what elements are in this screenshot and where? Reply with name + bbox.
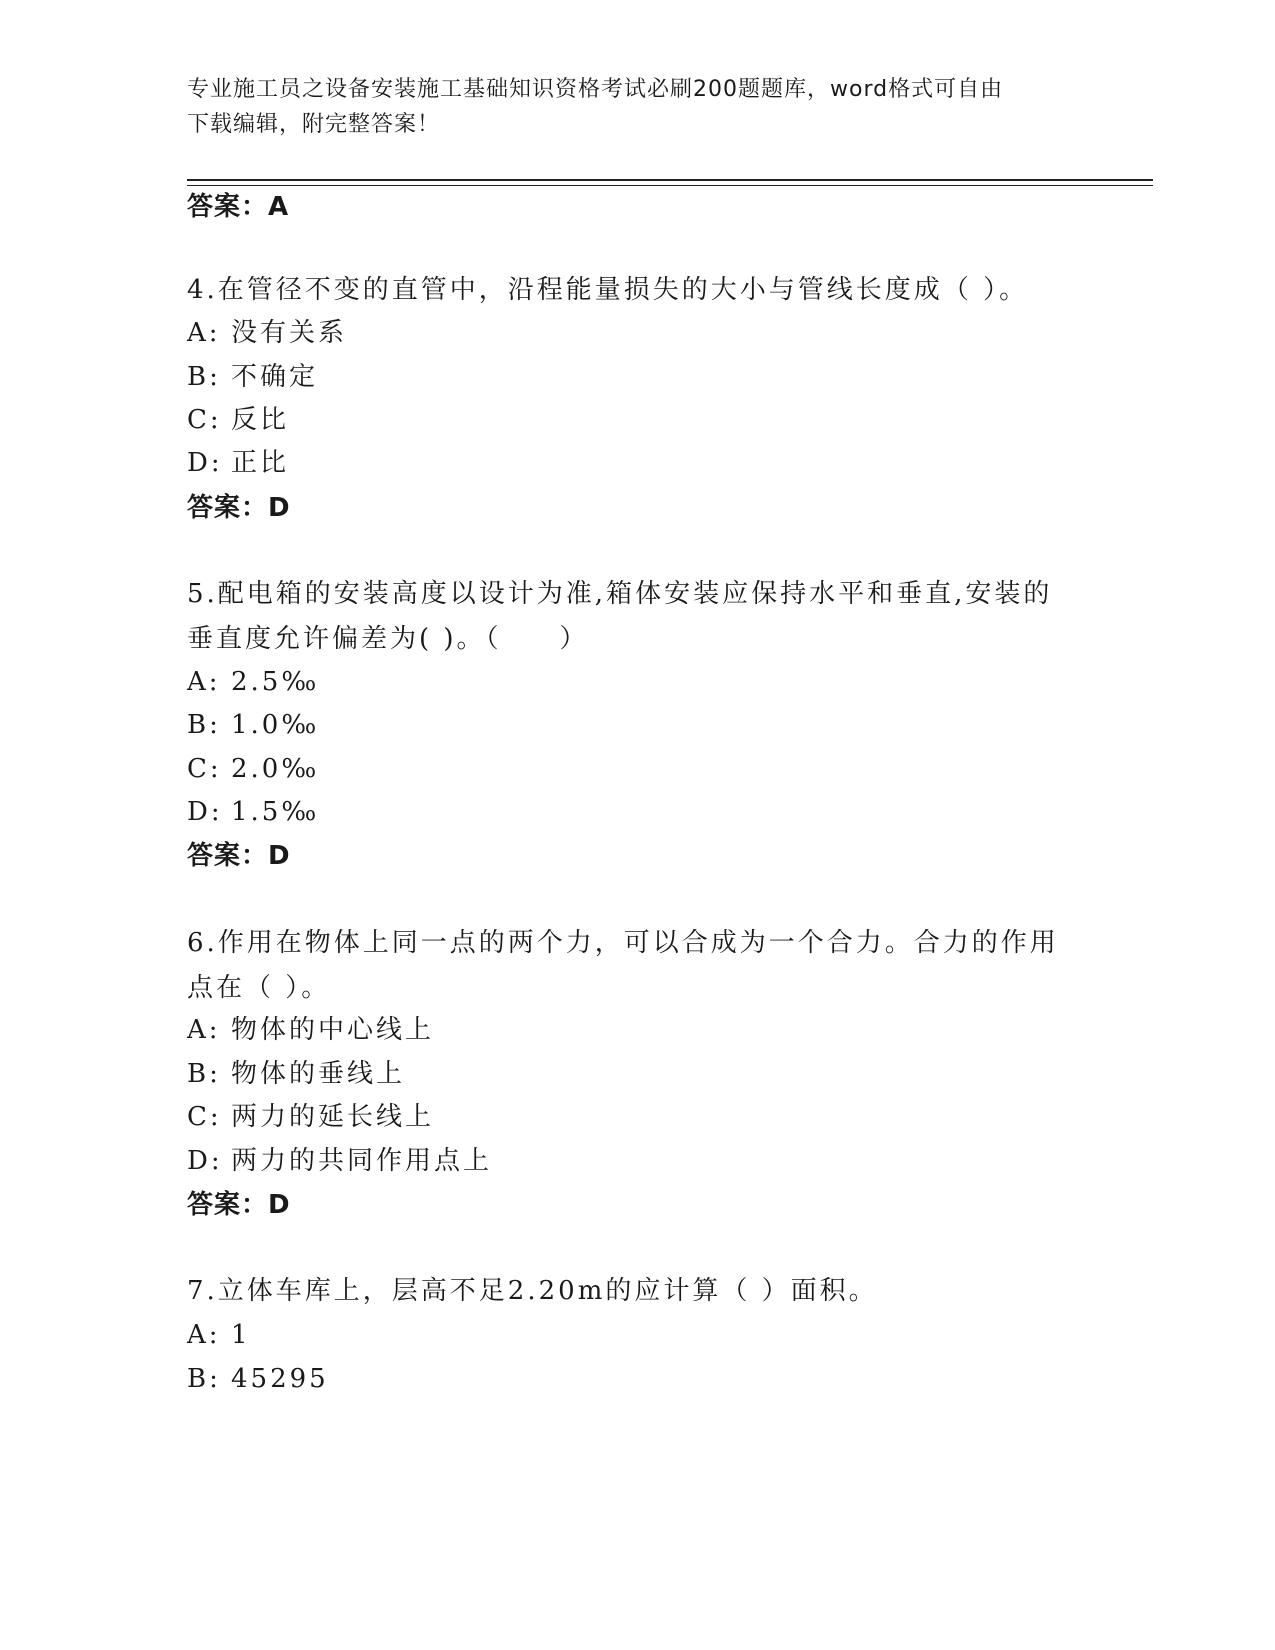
- option-key: B:: [187, 362, 221, 392]
- option-key: D:: [187, 1146, 223, 1176]
- question-4-stem: [187, 268, 1067, 313]
- question-6-option-b: [187, 1057, 405, 1091]
- option-key: A:: [187, 1015, 221, 1045]
- question-5-line-2: 垂直度允许偏差为( )。（ ）: [187, 624, 589, 654]
- option-key: C:: [187, 405, 222, 435]
- question-6-answer: 答案：D: [187, 1190, 291, 1220]
- question-4-option-b: [187, 360, 318, 394]
- option-text: 1: [231, 1320, 251, 1350]
- option-key: A:: [187, 667, 221, 697]
- option-key: B:: [187, 1364, 221, 1394]
- option-text: 1.0‰: [231, 710, 320, 740]
- question-6-option-d: [187, 1144, 492, 1178]
- header-line-1: 专业施工员之设备安装施工基础知识资格考试必刷200题题库，word格式可自由: [187, 77, 1004, 102]
- header-line-2: 下载编辑，附完整答案！: [187, 112, 441, 137]
- option-text: 1.5‰: [231, 797, 320, 827]
- question-7-option-a: [187, 1318, 251, 1352]
- question-5-line-1: 5.配电箱的安装高度以设计为准,箱体安装应保持水平和垂直,安装的: [187, 579, 1053, 609]
- option-text: 45295: [231, 1364, 329, 1394]
- question-5-option-c: [187, 752, 319, 786]
- question-4-option-a: [187, 316, 347, 350]
- option-text: 两力的共同作用点上: [231, 1146, 493, 1176]
- option-text: 物体的垂线上: [231, 1059, 406, 1089]
- question-4-option-d: [187, 446, 289, 480]
- option-text: 没有关系: [231, 318, 348, 348]
- question-6-line-2: 点在（ ）。: [187, 973, 331, 1003]
- option-text: 正比: [231, 448, 290, 478]
- question-5-answer: 答案：D: [187, 841, 291, 871]
- question-4-option-c: [187, 403, 289, 437]
- question-5-option-b: [187, 708, 319, 742]
- question-6-option-a: [187, 1013, 434, 1047]
- question-6-stem: [187, 921, 1067, 1011]
- question-7-line-1: 7.立体车库上，层高不足2.20m的应计算（ ）面积。: [187, 1276, 878, 1306]
- option-key: A:: [187, 1320, 221, 1350]
- option-text: 2.0‰: [231, 754, 320, 784]
- question-7-option-b: [187, 1362, 329, 1396]
- option-key: B:: [187, 710, 221, 740]
- option-text: 2.5‰: [231, 667, 320, 697]
- option-key: A:: [187, 318, 221, 348]
- question-4-answer: 答案：D: [187, 493, 291, 523]
- question-5-option-a: [187, 665, 319, 699]
- answer-previous: 答案：A: [187, 192, 290, 222]
- option-key: D:: [187, 797, 223, 827]
- question-5-stem: [187, 572, 1067, 662]
- option-key: D:: [187, 448, 223, 478]
- option-text: 两力的延长线上: [231, 1102, 435, 1132]
- question-6-line-1: 6.作用在物体上同一点的两个力，可以合成为一个合力。合力的作用: [187, 928, 1059, 958]
- option-text: 不确定: [231, 362, 319, 392]
- option-text: 反比: [231, 405, 290, 435]
- question-7-stem: [187, 1269, 1067, 1314]
- header-rule-thick: [187, 179, 1153, 181]
- question-5-option-d: [187, 795, 319, 829]
- question-6-option-c: [187, 1100, 434, 1134]
- option-key: B:: [187, 1059, 221, 1089]
- document-header: [187, 72, 1087, 142]
- option-key: C:: [187, 754, 222, 784]
- option-key: C:: [187, 1102, 222, 1132]
- question-4-line-1: 4.在管径不变的直管中，沿程能量损失的大小与管线长度成（ ）。: [187, 275, 1029, 305]
- header-rule-thin: [187, 185, 1153, 186]
- option-text: 物体的中心线上: [231, 1015, 435, 1045]
